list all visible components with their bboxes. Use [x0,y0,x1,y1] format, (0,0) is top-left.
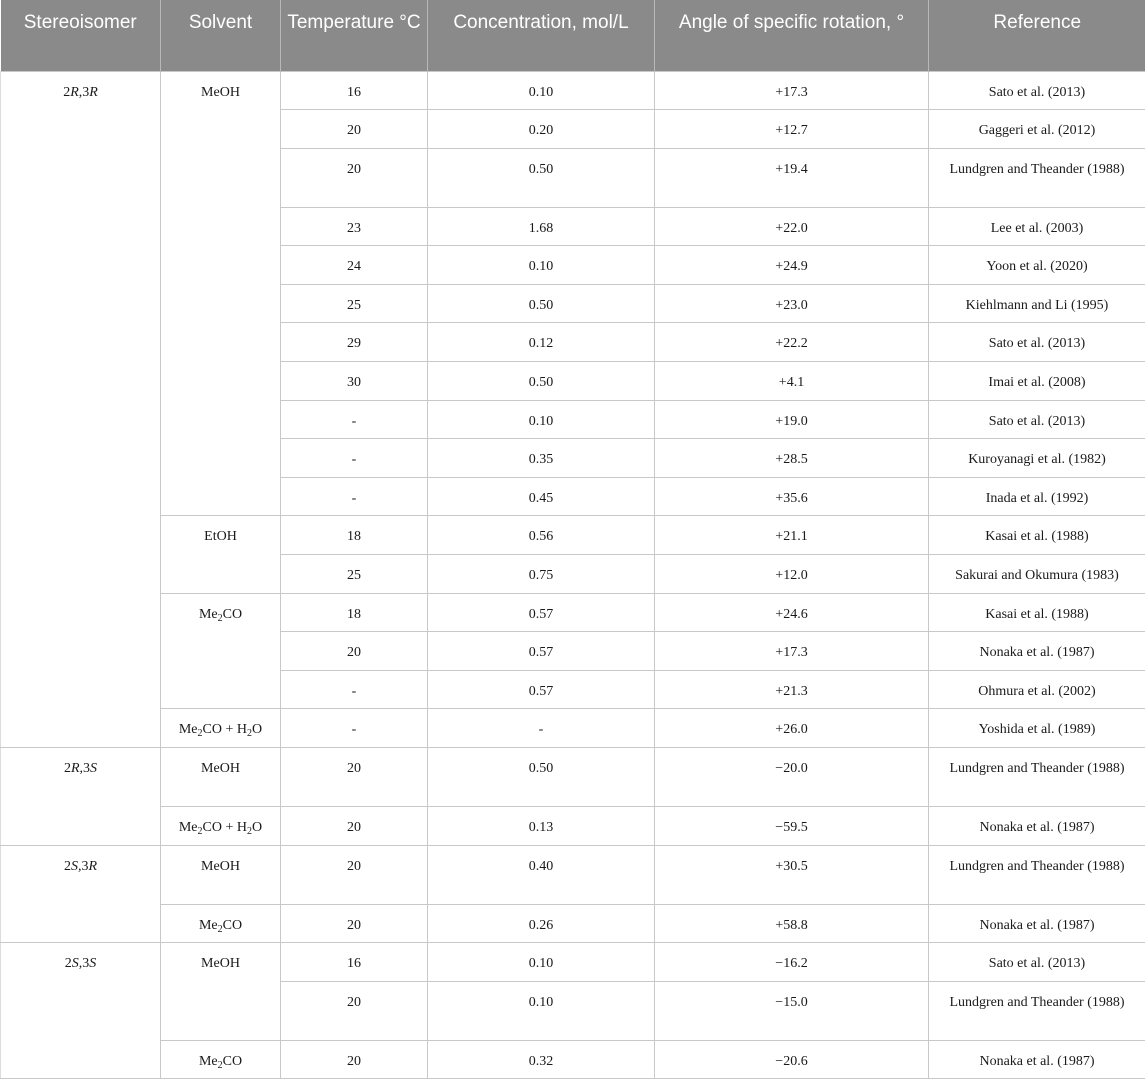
angle-cell: −16.2 [655,943,929,982]
angle-cell: +12.0 [655,555,929,594]
stereoisomer-cell: 2S,3S [1,943,161,1079]
temperature-cell: - [281,439,428,478]
reference-cell: Kuroyanagi et al. (1982) [929,439,1145,478]
reference-cell: Nonaka et al. (1987) [929,904,1145,943]
angle-cell: +12.7 [655,110,929,149]
temperature-cell: 23 [281,207,428,246]
angle-cell: −20.0 [655,748,929,807]
temperature-cell: 20 [281,148,428,207]
stereoisomer-cell: 2S,3R [1,845,161,943]
reference-cell: Sato et al. (2013) [929,323,1145,362]
reference-cell: Sato et al. (2013) [929,400,1145,439]
reference-cell: Lundgren and Theander (1988) [929,148,1145,207]
reference-cell: Kasai et al. (1988) [929,593,1145,632]
solvent-cell: MeOH [161,748,281,807]
concentration-cell: 0.50 [428,284,655,323]
concentration-cell: 0.57 [428,593,655,632]
concentration-cell: 0.35 [428,439,655,478]
temperature-cell: - [281,477,428,516]
table-row [1,1040,1145,1079]
temperature-cell: 29 [281,323,428,362]
reference-cell: Kiehlmann and Li (1995) [929,284,1145,323]
concentration-cell: 0.10 [428,400,655,439]
header-solvent: Solvent [161,0,281,71]
temperature-cell: 20 [281,748,428,807]
reference-cell: Lundgren and Theander (1988) [929,981,1145,1040]
concentration-cell: 0.45 [428,477,655,516]
concentration-cell: 0.13 [428,807,655,846]
angle-cell: +22.0 [655,207,929,246]
temperature-cell: 20 [281,807,428,846]
table-row [1,516,1145,555]
angle-cell: +35.6 [655,477,929,516]
temperature-cell: - [281,670,428,709]
reference-cell: Lee et al. (2003) [929,207,1145,246]
reference-cell: Kasai et al. (1988) [929,516,1145,555]
concentration-cell: 0.40 [428,845,655,904]
temperature-cell: 24 [281,246,428,285]
angle-cell: +22.2 [655,323,929,362]
table-header [1,0,1145,71]
stereoisomer-cell: 2R,3S [1,748,161,846]
solvent-cell: MeOH [161,943,281,1041]
angle-cell: +26.0 [655,709,929,748]
temperature-cell: 20 [281,110,428,149]
header-stereoisomer: Stereoisomer [1,0,161,71]
header-reference: Reference [929,0,1145,71]
reference-cell: Imai et al. (2008) [929,362,1145,401]
temperature-cell: 30 [281,362,428,401]
temperature-cell: 25 [281,284,428,323]
header-angle: Angle of specific rotation, ° [655,0,929,71]
table-row [1,593,1145,632]
reference-cell: Lundgren and Theander (1988) [929,845,1145,904]
reference-cell: Inada et al. (1992) [929,477,1145,516]
reference-cell: Nonaka et al. (1987) [929,632,1145,671]
table-row [1,709,1145,748]
reference-cell: Lundgren and Theander (1988) [929,748,1145,807]
table-row [1,748,1145,807]
reference-cell: Gaggeri et al. (2012) [929,110,1145,149]
temperature-cell: 20 [281,845,428,904]
concentration-cell: 0.10 [428,981,655,1040]
reference-cell: Sato et al. (2013) [929,943,1145,982]
reference-cell: Yoon et al. (2020) [929,246,1145,285]
reference-cell: Yoshida et al. (1989) [929,709,1145,748]
angle-cell: +23.0 [655,284,929,323]
concentration-cell: - [428,709,655,748]
table-row [1,71,1145,110]
solvent-cell: MeOH [161,71,281,516]
solvent-cell: $Me_2CO + H_2O$ [161,807,281,846]
angle-cell: +17.3 [655,632,929,671]
concentration-cell: 0.10 [428,71,655,110]
table-row [1,807,1145,846]
header-temperature: Temperature °C [281,0,428,71]
concentration-cell: 0.10 [428,943,655,982]
concentration-cell: 0.20 [428,110,655,149]
concentration-cell: 0.50 [428,362,655,401]
table-row [1,904,1145,943]
concentration-cell: 0.57 [428,670,655,709]
angle-cell: +19.0 [655,400,929,439]
temperature-cell: 20 [281,1040,428,1079]
temperature-cell: 25 [281,555,428,594]
concentration-cell: 0.10 [428,246,655,285]
temperature-cell: 16 [281,943,428,982]
solvent-cell: $Me_2CO$ [161,1040,281,1079]
solvent-cell: MeOH [161,845,281,904]
temperature-cell: - [281,709,428,748]
header-concentration: Concentration, mol/L [428,0,655,71]
concentration-cell: 0.57 [428,632,655,671]
angle-cell: +24.6 [655,593,929,632]
reference-cell: Nonaka et al. (1987) [929,1040,1145,1079]
temperature-cell: 20 [281,981,428,1040]
angle-cell: −20.6 [655,1040,929,1079]
table-row [1,943,1145,982]
angle-cell: +17.3 [655,71,929,110]
concentration-cell: 0.50 [428,748,655,807]
temperature-cell: 20 [281,904,428,943]
concentration-cell: 0.26 [428,904,655,943]
angle-cell: +58.8 [655,904,929,943]
concentration-cell: 0.56 [428,516,655,555]
temperature-cell: 20 [281,632,428,671]
temperature-cell: 18 [281,516,428,555]
concentration-cell: 0.75 [428,555,655,594]
solvent-cell: EtOH [161,516,281,593]
angle-cell: +19.4 [655,148,929,207]
table-body [1,71,1145,1079]
angle-cell: +21.1 [655,516,929,555]
solvent-cell: $Me_2CO + H_2O$ [161,709,281,748]
concentration-cell: 0.32 [428,1040,655,1079]
temperature-cell: 18 [281,593,428,632]
angle-cell: −59.5 [655,807,929,846]
solvent-cell: $Me_2CO$ [161,593,281,709]
reference-cell: Sakurai and Okumura (1983) [929,555,1145,594]
angle-cell: −15.0 [655,981,929,1040]
angle-cell: +21.3 [655,670,929,709]
concentration-cell: 1.68 [428,207,655,246]
reference-cell: Nonaka et al. (1987) [929,807,1145,846]
reference-cell: Ohmura et al. (2002) [929,670,1145,709]
concentration-cell: 0.12 [428,323,655,362]
angle-cell: +30.5 [655,845,929,904]
stereoisomer-cell: 2R,3R [1,71,161,748]
table-row [1,845,1145,904]
angle-cell: +28.5 [655,439,929,478]
angle-cell: +4.1 [655,362,929,401]
temperature-cell: 16 [281,71,428,110]
reference-cell: Sato et al. (2013) [929,71,1145,110]
angle-cell: +24.9 [655,246,929,285]
temperature-cell: - [281,400,428,439]
solvent-cell: $Me_2CO$ [161,904,281,943]
concentration-cell: 0.50 [428,148,655,207]
